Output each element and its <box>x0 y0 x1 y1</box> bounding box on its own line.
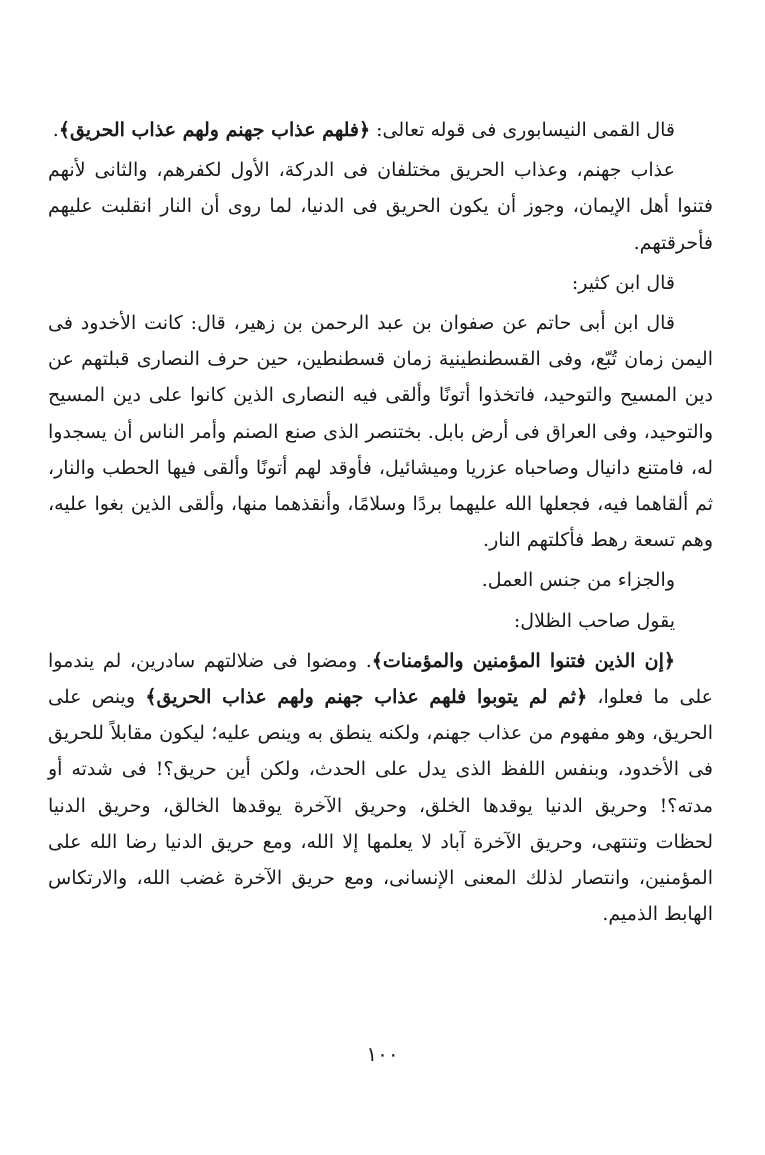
quran-verse: ﴿إن الذين فتنوا المؤمنين والمؤمنات﴾ <box>371 649 675 672</box>
quran-verse: ﴿ثم لم يتوبوا فلهم عذاب جهنم ولهم عذاب الحريق﴾ <box>145 686 588 709</box>
text-run: قال القمى النيسابورى فى قوله تعالى: <box>370 119 675 141</box>
text-run: قال ابن أبى حاتم عن صفوان بن عبد الرحمن بن زهير، قال: كانت الأخدود فى اليمن زمان تُبّع، وفى القسطنطينية زمان قسطنطين، حين حرف النصارى قبلتهم عن دين المسيح والتوحيد، فاتخذوا أتونًا وألقى فيه النصارى الذين كانوا على دين المسيح والتوحيد، وفى العراق فى أرض بابل. بختنصر الذى صنع الصنم وأمر الناس أن يسجدوا له، فامتنع دانيال وصاحباه عزريا وميشائيل، فأوقد لهم أتونًا وألقى فيها الحطب والنار، ثم ألقاهما فيه، فجعلها الله عليهما بردًا وسلامًا، وأنقذهما منها، وألقى الذين بغوا عليه، وهم تسعة رهط فأكلتهم النار. <box>48 312 713 552</box>
text-run: وينص على الحريق، وهو مفهوم من عذاب جهنم، ولكنه ينطق به وينص عليه؛ ليكون مقابلاً للحريق فى الأخدود، وبنفس اللفظ الذى يدل على الحدث، ولكن أين حريق؟! فى شدته أو مدته؟! وحريق الدنيا يوقدها الخلق، وحريق الآخرة يوقدها الخالق، وحريق الدنيا لحظات وتنتهى، وحريق الآخرة آباد لا يعلمها إلا الله، ومع حريق الدنيا رضا الله على المؤمنين، وانتصار لذلك المعنى الإنسانى، ومع حريق الآخرة غضب الله، والارتكاس الهابط الذميم. <box>48 686 713 926</box>
paragraph-4 <box>48 305 713 558</box>
text-run: . <box>52 119 59 141</box>
page-number: ١٠٠ <box>366 1042 399 1066</box>
text-run: . ومضوا فى ضلالتهم سادرين، لم يندموا على ما فعلوا، <box>48 649 713 709</box>
quran-verse: ﴿فلهم عذاب جهنم ولهم عذاب الحريق﴾ <box>58 119 371 141</box>
text-run: عذاب جهنم، وعذاب الحريق مختلفان فى الدركة، الأول لكفرهم، والثانى لأنهم فتنوا أهل الإيمان، وجوز أن يكون الحريق فى الدنيا، لما روى أن النار انقلبت عليهم فأحرقتهم. <box>48 159 713 254</box>
paragraph-3-heading <box>48 265 713 301</box>
text-run: والجزاء من جنس العمل. <box>481 569 675 592</box>
paragraph-5 <box>48 562 713 598</box>
text-run: يقول صاحب الظلال: <box>513 609 675 632</box>
paragraph-2 <box>48 152 713 261</box>
paragraph-1 <box>48 112 713 148</box>
text-run: قال ابن كثير: <box>571 271 675 294</box>
page-body <box>48 112 713 932</box>
paragraph-6-heading <box>48 603 713 639</box>
paragraph-7 <box>48 643 713 933</box>
